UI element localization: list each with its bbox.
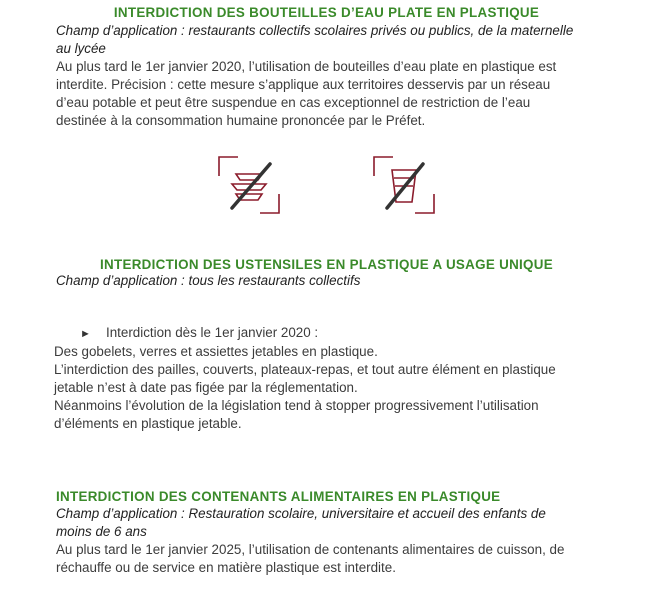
body-line: L’interdiction des pailles, couverts, plateaux-repas, et tout autre élément en plastique xyxy=(54,362,556,377)
section-title-water-bottles: INTERDICTION DES BOUTEILLES D’EAU PLATE EN PLASTIQUE xyxy=(113,5,540,20)
section-1-content xyxy=(56,22,616,130)
body-line: Au plus tard le 1er janvier 2025, l’utilisation de contenants alimentaires de cuisson, de xyxy=(56,542,565,557)
section-3-content xyxy=(56,505,616,577)
body-line: jetable n’est à date pas figée par la réglementation. xyxy=(54,380,358,395)
body-line: Des gobelets, verres et assiettes jetables en plastique. xyxy=(54,344,378,359)
body-line: interdite. Précision : cette mesure s’applique aux territoires desservis par un réseau xyxy=(56,77,551,92)
section-2-content xyxy=(56,324,616,433)
scope-line: moins de 6 ans xyxy=(56,524,147,539)
scope-line: Champ d’application : tous les restaurants collectifs xyxy=(56,273,361,288)
body-line: d’eau potable et peut être suspendue en cas exceptionnel de restriction de l’eau xyxy=(56,95,531,110)
body-line: Néanmoins l’évolution de la législation tend à stopper progressivement l’utilisation xyxy=(54,398,539,413)
bullet-text: Interdiction dès le 1er janvier 2020 : xyxy=(106,325,319,340)
bullet-item xyxy=(56,324,616,343)
section-title-single-use-utensils: INTERDICTION DES USTENSILES EN PLASTIQUE A USAGE UNIQUE xyxy=(100,257,553,272)
no-plastic-plates-icon xyxy=(218,156,280,214)
scope-line: Champ d’application : restaurants collectifs scolaires privés ou publics, de la maternelle xyxy=(56,23,574,38)
no-plastic-cup-icon xyxy=(373,156,435,214)
body-line: d’éléments en plastique jetable. xyxy=(54,416,242,431)
section-2-scope xyxy=(56,272,616,290)
body-line: destinée à la consommation humaine prononcée par le Préfet. xyxy=(56,113,426,128)
scope-line: au lycée xyxy=(56,41,106,56)
body-line: Au plus tard le 1er janvier 2020, l’utilisation de bouteilles d’eau plate en plastique est xyxy=(56,59,557,74)
section-title-food-containers: INTERDICTION DES CONTENANTS ALIMENTAIRES EN PLASTIQUE xyxy=(56,489,501,504)
body-line: réchauffe ou de service en matière plastique est interdite. xyxy=(56,560,396,575)
scope-line: Champ d’application : Restauration scolaire, universitaire et accueil des enfants de xyxy=(56,506,546,521)
bullet-arrow-icon: ► xyxy=(80,328,91,340)
